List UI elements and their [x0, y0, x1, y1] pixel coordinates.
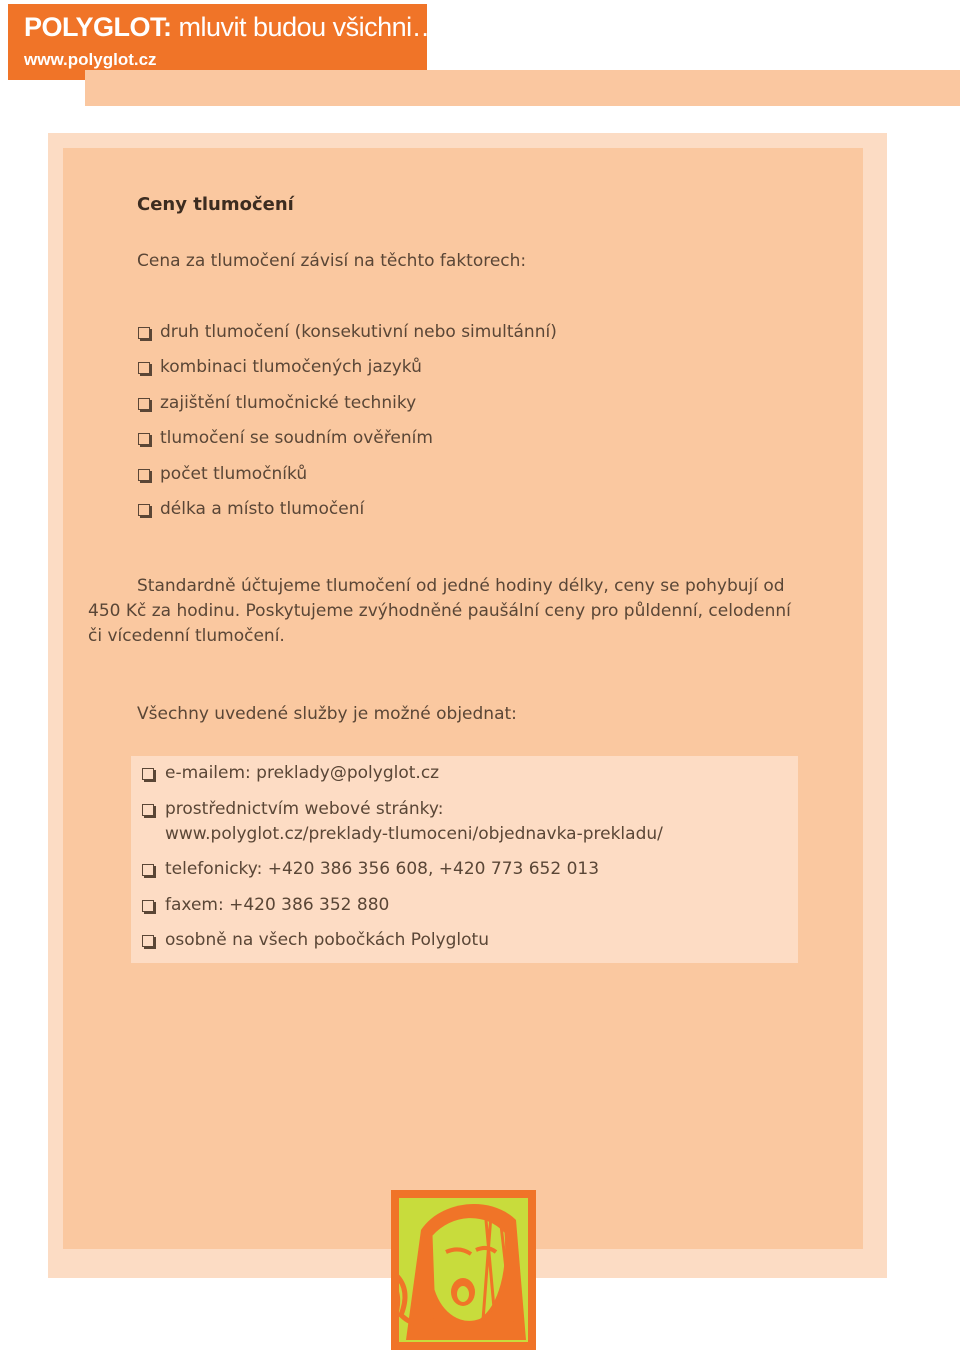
list-item [141, 761, 663, 786]
list-item: druh tlumočení (konsekutivní nebo simultánní) [137, 320, 557, 355]
checkbox-bullet-icon [138, 469, 150, 481]
checkbox-bullet-icon [138, 327, 150, 339]
list-item: kombinaci tlumočených jazyků [137, 355, 557, 390]
checkbox-bullet-icon [138, 398, 150, 410]
brand-name: POLYGLOT: [24, 12, 172, 42]
email-option[interactable]: e-mailem: preklady@polyglot.cz [165, 763, 440, 783]
order-list [141, 761, 663, 964]
order-intro: Všechny uvedené služby je možné objednat: [137, 704, 517, 724]
slogan: mluvit budou všichni… [171, 12, 439, 42]
checkbox-bullet-icon [138, 433, 150, 445]
order-link[interactable]: www.polyglot.cz/preklady-tlumoceni/objednavka-prekladu/ [165, 823, 663, 844]
pricing-paragraph: Standardně účtujeme tlumočení od jedné hodiny délky, ceny se pohybují od 450 Kč za hodinu. Poskytujeme zvýhodněné paušální ceny pro půldenní, celodenní či vícedenní tlumočení. [88, 576, 791, 646]
list-item: délka a místo tlumočení [137, 497, 557, 532]
web-option: prostřednictvím webové stránky: www.polyglot.cz/preklady-tlumoceni/objednavka-prekladu/ [165, 797, 663, 847]
checkbox-bullet-icon [142, 935, 154, 947]
checkbox-bullet-icon [142, 804, 154, 816]
list-item: tlumočení se soudním ověřením [137, 426, 557, 461]
checkbox-bullet-icon [138, 504, 150, 516]
list-item [141, 797, 663, 847]
fax-option: faxem: +420 386 352 880 [165, 894, 390, 915]
list-item [141, 893, 663, 918]
list-item [141, 928, 663, 953]
list-item: počet tlumočníků [137, 462, 557, 497]
phone-option: telefonicky: +420 386 356 608, +420 773 652 013 [165, 859, 600, 879]
page-title: Ceny tlumočení [137, 194, 294, 215]
list-item [141, 857, 663, 882]
intro-text: Cena za tlumočení závisí na těchto faktorech: [137, 251, 527, 271]
branch-option: osobně na všech pobočkách Polyglotu [165, 930, 489, 950]
list-item: zajištění tlumočnické techniky [137, 391, 557, 426]
checkbox-bullet-icon [142, 768, 154, 780]
shouting-face-illustration-icon [391, 1190, 536, 1350]
factor-list [137, 320, 557, 532]
header-url[interactable]: www.polyglot.cz [24, 50, 157, 69]
checkbox-bullet-icon [142, 900, 154, 912]
checkbox-bullet-icon [138, 362, 150, 374]
checkbox-bullet-icon [142, 864, 154, 876]
